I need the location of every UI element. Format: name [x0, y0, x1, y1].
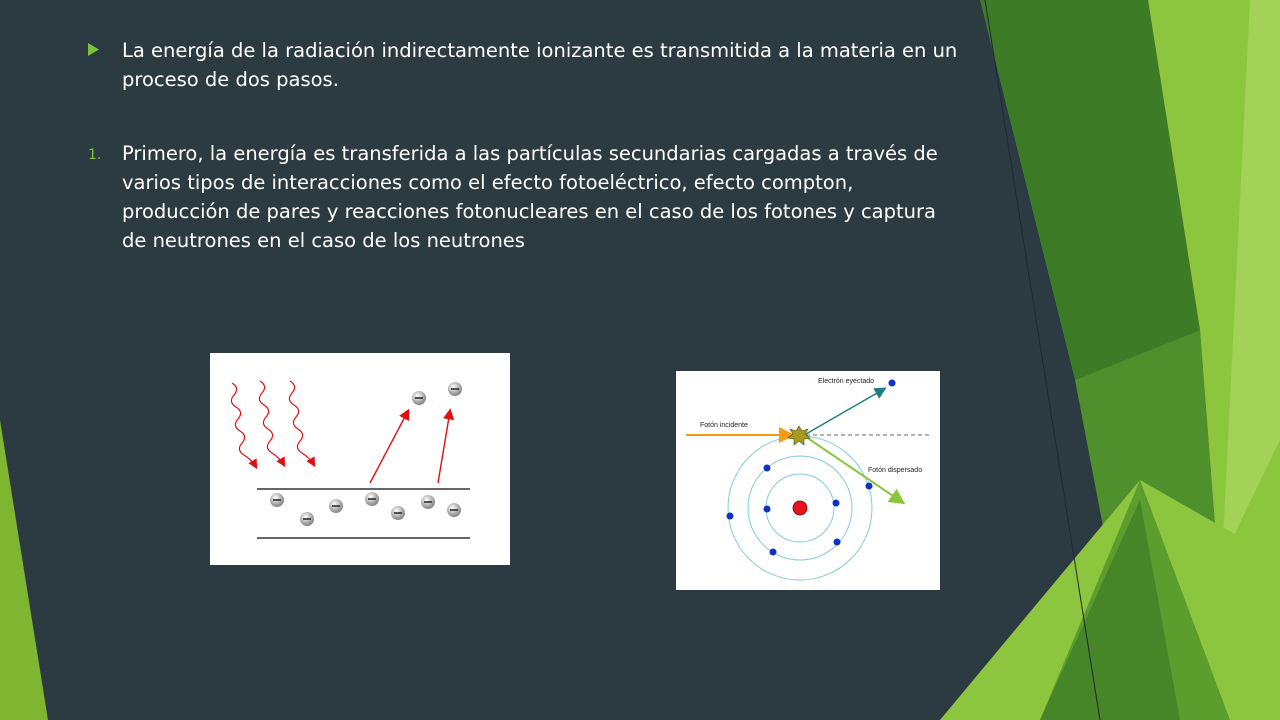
- label-incident-photon: Fotón incidente: [700, 422, 748, 429]
- compton-figure: [676, 371, 940, 590]
- ejected-electron: [448, 382, 462, 396]
- left-green-shape: [0, 420, 48, 720]
- material-lines: [257, 489, 470, 538]
- electron: [391, 506, 405, 520]
- label-scattered-photon: Fotón dispersado: [868, 467, 923, 474]
- ejected-electron: [412, 391, 426, 405]
- bullet-text: La energía de la radiación indirectamente ionizante es transmitida a la materia en un proceso de dos pasos.: [122, 39, 958, 91]
- ejected-electron-arrow: [806, 389, 884, 434]
- slide-content: [88, 36, 958, 255]
- electrons: [270, 382, 462, 526]
- ejected-electron-arrows: [370, 411, 450, 483]
- numbered-item: [88, 139, 958, 255]
- wavy-photon-arrows: [231, 381, 314, 467]
- electron: [270, 493, 284, 507]
- electron: [365, 492, 379, 506]
- item-number: 1.: [88, 147, 102, 163]
- photoelectric-figure: [210, 353, 510, 565]
- label-ejected-electron: Electrón eyectado: [818, 378, 875, 385]
- collision-burst-icon: [788, 426, 810, 445]
- bullet-item: [88, 36, 958, 94]
- numbered-item-text: Primero, la energía es transferida a las partículas secundarias cargadas a través de varios tipos de interacciones como el efecto fotoeléctrico, efecto compton, producción de pares y reacciones fotonucleares en el caso de los fotones y captura de neutrones en el caso de los neutrones: [122, 142, 938, 252]
- electron: [447, 503, 461, 517]
- nucleus: [793, 501, 807, 515]
- electron: [300, 512, 314, 526]
- triangle-bullet-icon: [88, 36, 122, 56]
- electron: [421, 495, 435, 509]
- electron: [329, 499, 343, 513]
